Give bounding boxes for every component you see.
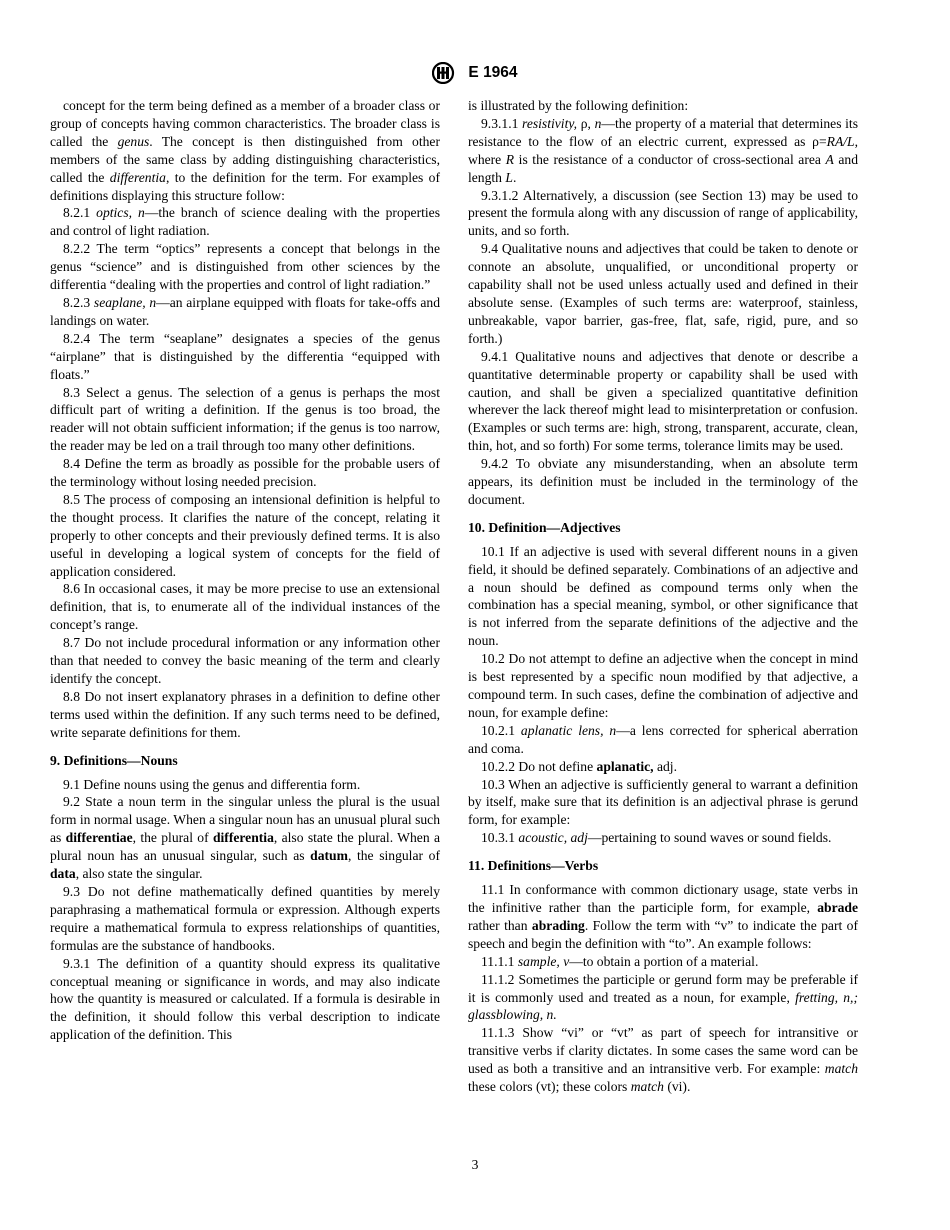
paragraph: 9.4 Qualitative nouns and adjectives that could be taken to denote or connote an absolute, unqualified, or unconditional property or capability shall not be used unless actually used and defined in their absolute sense. (Examples of such terms are: waterproof, stainless, unbreakable, vapor barrier, gas-free, flat, safe, rigid, pure, and so forth.) bbox=[468, 241, 858, 346]
paragraph: 9.3.1 The definition of a quantity should express its qualitative conceptual meaning or significance in words, and may also indicate how the quantity is measured or calculated. If a formula is desirable in the definition, it should follow this verbal description to indicate application of the definition. This bbox=[50, 955, 440, 1043]
left-column bbox=[50, 97, 440, 1044]
standard-designation: E 1964 bbox=[468, 64, 518, 81]
paragraph: 10.3.1 acoustic, adj—pertaining to sound waves or sound fields. bbox=[481, 830, 832, 846]
paragraph: 10.2 Do not attempt to define an adjective when the concept in mind is best represented by a specific noun modified by that adjective, a compound term. In such cases, define the combination of adjective and noun, for example define: bbox=[468, 651, 858, 720]
paragraph: 11.1.1 sample, v—to obtain a portion of a material. bbox=[481, 953, 759, 969]
right-column bbox=[468, 97, 858, 1096]
paragraph: 8.6 In occasional cases, it may be more precise to use an extensional definition, that is, to enumerate all of the individual instances of the concept’s range. bbox=[50, 581, 440, 633]
paragraph: 8.2.1 optics, n—the branch of science dealing with the properties and control of light radiation. bbox=[50, 205, 440, 239]
paragraph: 9.4.1 Qualitative nouns and adjectives that denote or describe a quantitative determinable property or capability shall be used with caution, and shall be given a specialized quantitative definition wherever the lack thereof might lead to misinterpretation or confusion. (Examples or such terms are: high, strong, transparent, accurate, clean, thin, hot, and so forth) For some terms, tolerance limits may be used. bbox=[468, 348, 858, 454]
astm-logo-icon bbox=[432, 62, 458, 84]
paragraph: 9.1 Define nouns using the genus and differentia form. bbox=[63, 776, 361, 792]
paragraph: 8.3 Select a genus. The selection of a genus is perhaps the most difficult part of writing a definition. If the genus is too broad, the reader will not obtain sufficient information; if the genus is too narrow, the reader may be led on a trail through too many other definitions. bbox=[50, 384, 440, 454]
paragraph: 10.2.2 Do not define aplanatic, adj. bbox=[481, 758, 677, 774]
paragraph: 11.1.3 Show “vi” or “vt” as part of speech for intransitive or transitive verbs if clarity dictates. In some cases the same word can be used as both a transitive and an intransitive verb. For example: match these colors (vt); these colors match (vi). bbox=[468, 1025, 858, 1095]
paragraph: 8.2.2 The term “optics” represents a concept that belongs in the genus “science” and is distinguished from other sciences by the differentia “dealing with the properties and control of light radiation.” bbox=[50, 241, 440, 293]
paragraph: 9.4.2 To obviate any misunderstanding, when an absolute term appears, its definition must be included in the terminology of the document. bbox=[468, 456, 858, 507]
paragraph: 11.1.2 Sometimes the participle or gerund form may be preferable if it is commonly used and treated as a noun, for example, fretting, n,; glassblowing, n. bbox=[468, 971, 858, 1023]
paragraph: 8.7 Do not include procedural information or any information other than that needed to convey the basic meaning of the term and clearly identify the concept. bbox=[50, 635, 440, 686]
section-heading: 9. Definitions—Nouns bbox=[50, 752, 178, 768]
paragraph: 8.8 Do not insert explanatory phrases in a definition to define other terms used within the definition. If any such terms need to be defined, write separate definitions for them. bbox=[50, 688, 440, 740]
paragraph: 10.3 When an adjective is sufficiently general to warrant a definition by itself, make sure that its definition is an adjectival phrase is gerund form, for example: bbox=[468, 776, 858, 828]
paragraph: 9.2 State a noun term in the singular unless the plural is the usual form in normal usage. When a singular noun has an unusual plural such as differentiae, the plural of differentia, also state the plural. When a plural noun has an unusual singular, such as datum, the singular of data, also state the singular. bbox=[50, 794, 440, 882]
paragraph: 8.2.3 seaplane, n—an airplane equipped with floats for take-offs and landings on water. bbox=[50, 294, 441, 328]
section-heading: 11. Definitions—Verbs bbox=[468, 858, 599, 874]
paragraph: 8.4 Define the term as broadly as possible for the probable users of the terminology without losing needed precision. bbox=[50, 456, 440, 490]
paragraph: 9.3.1.1 resistivity, ρ, n—the property of a material that determines its resistance to the flow of an electric current, expressed as ρ=RA/L, where R is the resistance of a conductor of cross-sectional area A and length L. bbox=[468, 115, 859, 185]
paragraph: concept for the term being defined as a member of a broader class or group of concepts having common characteristics. The broader class is called the genus. The concept is then distinguished from other members of the same class by adding distinguishing characteristics, called the differentia, to the definition for the term. For examples of definitions displaying this structure follow: bbox=[50, 98, 440, 203]
paragraph: 10.1 If an adjective is used with several different nouns in a given field, it should be defined separately. Combinations of an adjective and a noun should be defined as compound terms only when the combination has a special meaning, symbol, or other significance that is not inferred from the separate definitions of the adjective and the noun. bbox=[468, 543, 858, 649]
paragraph: 8.5 The process of composing an intensional definition is helpful to the thought process. It clarifies the nature of the concept, relating it properly to other concepts and their previously defined terms. It is also useful in developing a logical system of concepts for the field of application considered. bbox=[50, 491, 440, 579]
page-header bbox=[0, 62, 950, 84]
paragraph: 8.2.4 The term “seaplane” designates a species of the genus “airplane” that is distinguished by the differentia “equipped with floats.” bbox=[50, 330, 440, 382]
paragraph: 10.2.1 aplanatic lens, n—a lens corrected for spherical aberration and coma. bbox=[468, 722, 858, 756]
section-heading: 10. Definition—Adjectives bbox=[468, 519, 621, 535]
paragraph: is illustrated by the following definition: bbox=[468, 98, 689, 113]
paragraph: 9.3 Do not define mathematically defined quantities by merely paraphrasing a mathematical formula or expression. Although experts require a mathematical formula to express relationships of quantities, formulas are the substance of handbooks. bbox=[50, 883, 440, 953]
page-number: 3 bbox=[471, 1157, 479, 1172]
paragraph: 11.1 In conformance with common dictionary usage, state verbs in the infinitive rather than the participle form, for example, abrade rather than abrading. Follow the term with “v” to indicate the part of speech and begin the definition with “to”. An example follows: bbox=[468, 882, 858, 951]
paragraph: 9.3.1.2 Alternatively, a discussion (see Section 13) may be used to present the formula along with any discussion of range of applicability, units, and so forth. bbox=[468, 187, 858, 239]
